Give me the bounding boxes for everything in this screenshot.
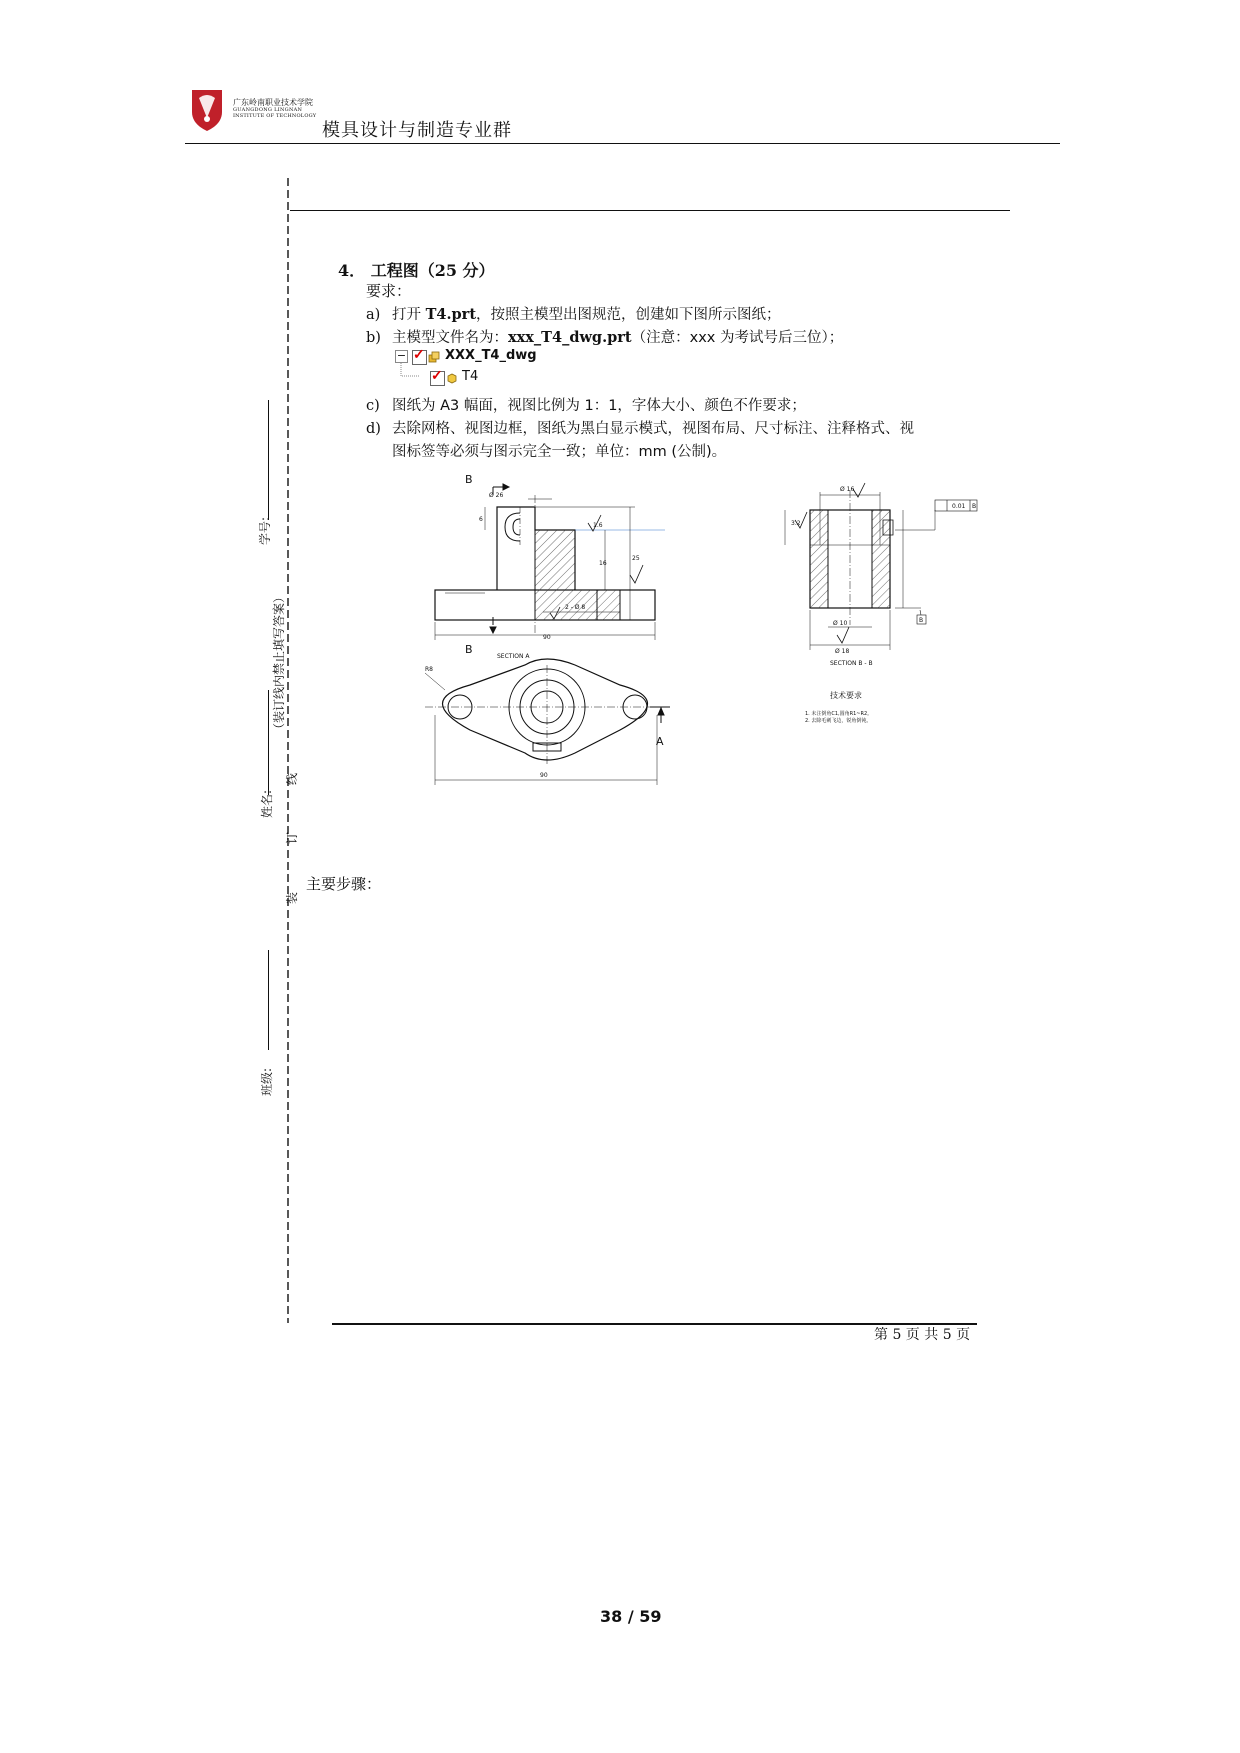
school-name-cn: 广东岭南职业技术学院: [233, 98, 313, 107]
section-a-label: SECTION A: [497, 653, 530, 660]
class-label: 班级:: [260, 1067, 274, 1096]
binding-zhuang: 装: [285, 891, 299, 904]
name-line: [268, 690, 269, 795]
requirement-label: 要求：: [366, 282, 412, 300]
name-label: 姓名:: [260, 789, 274, 818]
tree-root-label: XXX_T4_dwg: [445, 348, 537, 363]
binding-xian: 线: [285, 772, 299, 785]
binding-notice: （装订线内禁止填写答案）: [272, 590, 286, 735]
requirement-item-c: c) 图纸为 A3 幅面，视图比例为 1：1，字体大小、颜色不作要求；: [366, 398, 806, 414]
page-info: 第 5 页 共 5 页: [874, 1327, 971, 1343]
school-name-en-line2: INSTITUTE OF TECHNOLOGY: [233, 113, 317, 119]
section-a-view: [435, 475, 665, 660]
dim-phi16: Ø 16: [840, 486, 855, 493]
dim-6: 6: [479, 516, 483, 523]
part-icon: [446, 372, 458, 384]
requirement-item-d: d) 去除网格、视图边框，图纸为黑白显示模式，视图布局、尺寸标注、注释格式、视: [366, 421, 914, 437]
view-marker-b-top: B: [465, 475, 473, 486]
question-title: 4． 工程图（25 分）: [338, 261, 495, 280]
top-view: [425, 659, 670, 785]
dim-phi10: Ø 10: [833, 620, 848, 627]
binding-line: [284, 178, 294, 1323]
model-tree: [395, 350, 595, 392]
dim-25: 25: [632, 555, 640, 562]
dim-2-phi8: 2 - Ø 8: [565, 604, 586, 611]
header-group-name: 模具设计与制造专业群: [322, 120, 512, 141]
dim-phi18: Ø 18: [835, 648, 850, 655]
tree-collapse-icon[interactable]: −: [396, 349, 407, 362]
binding-ding: 订: [285, 831, 299, 844]
tree-connector: [400, 363, 425, 383]
ra-1: 1.6: [593, 522, 603, 529]
dim-runout: 0.01: [952, 503, 966, 510]
class-line: [268, 950, 269, 1050]
child-checkbox[interactable]: [430, 371, 445, 386]
header-rule: [185, 143, 1060, 144]
section-bb-label: SECTION B - B: [830, 660, 873, 667]
datum-ref: B: [972, 503, 977, 510]
engineering-drawing: [425, 475, 1005, 850]
dim-90-top: 90: [540, 772, 548, 779]
section-bb-view: [785, 483, 977, 724]
tech-req-line-1: 1. 未注倒角C1,圆角R1~R2。: [805, 711, 873, 717]
datum-b: B: [919, 617, 924, 624]
main-steps-label: 主要步骤：: [306, 875, 382, 893]
student-no-label: 学号:: [258, 516, 272, 545]
student-no-line: [268, 400, 269, 520]
dim-r8: R8: [425, 666, 433, 673]
requirement-item-b: b) 主模型文件名为：xxx_T4_dwg.prt（注意：xxx 为考试号后三位）；: [366, 329, 844, 346]
assembly-icon: [428, 351, 440, 363]
top-rule: [290, 210, 1010, 211]
dim-phi26: Ø 26: [489, 492, 504, 499]
tech-req-line-2: 2. 去除毛刺飞边，锐角倒钝。: [805, 718, 872, 724]
school-crest-icon: [190, 88, 224, 132]
view-marker-a: A: [656, 735, 664, 748]
tree-child-label: T4: [462, 369, 479, 384]
tech-req-title: 技术要求: [830, 691, 862, 700]
view-marker-b-bottom: B: [465, 643, 473, 656]
requirement-item-a: a) 打开 T4.prt，按照主模型出图规范，创建如下图所示图纸；: [366, 306, 781, 323]
ra-32: 3.2: [791, 520, 801, 527]
school-name-en-line1: GUANGDONG LINGNAN: [233, 107, 303, 113]
requirement-item-d-line2: 图标签等必须与图示完全一致；单位：mm (公制)。: [392, 444, 727, 460]
pdf-page-indicator: 38 / 59: [600, 1607, 662, 1626]
dim-16: 16: [599, 560, 607, 567]
dim-90-front: 90: [543, 634, 551, 641]
